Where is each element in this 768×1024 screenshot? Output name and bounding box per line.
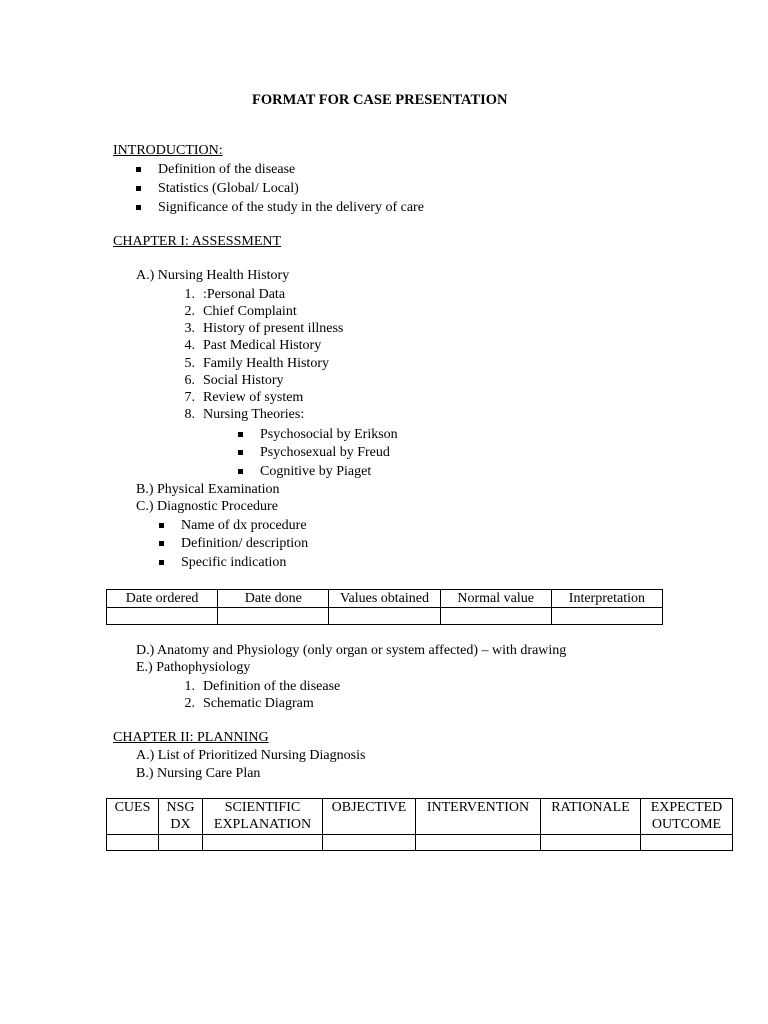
list-item: Statistics (Global/ Local) xyxy=(158,181,299,196)
section-b-label: B.) Physical Examination xyxy=(136,482,280,497)
item-text: Nursing Theories: xyxy=(203,407,305,422)
table-header-cell xyxy=(323,799,416,835)
numbered-item xyxy=(184,337,322,355)
chapter2-section-a: A.) List of Prioritized Nursing Diagnosis xyxy=(136,748,366,763)
table-cell xyxy=(107,608,218,625)
table-cell xyxy=(323,835,416,851)
table-header-cell: Interpretation xyxy=(551,590,662,608)
item-text: Past Medical History xyxy=(203,338,322,353)
item-text: Social History xyxy=(203,373,284,388)
item-text: Family Health History xyxy=(203,356,329,371)
table-cell xyxy=(641,835,733,851)
table-cell xyxy=(416,835,541,851)
chapter2-heading: CHAPTER II: PLANNING xyxy=(113,730,269,745)
list-item: Name of dx procedure xyxy=(181,518,307,533)
item-number: 1. xyxy=(184,679,195,694)
table-row xyxy=(107,835,733,851)
table-header-cell xyxy=(107,799,159,835)
item-number: 4. xyxy=(184,338,195,353)
table-header-cell xyxy=(416,799,541,835)
introduction-heading: INTRODUCTION: xyxy=(113,143,223,158)
chapter2-section-b: B.) Nursing Care Plan xyxy=(136,766,261,781)
header-line: RATIONALE xyxy=(551,800,630,815)
table-cell xyxy=(203,835,323,851)
section-c-label: C.) Diagnostic Procedure xyxy=(136,499,278,514)
table-header-cell: Values obtained xyxy=(329,590,440,608)
table-cell xyxy=(159,835,203,851)
item-text: History of present illness xyxy=(203,321,344,336)
table-header-cell: Date ordered xyxy=(107,590,218,608)
numbered-item xyxy=(184,286,286,304)
header-line: CUES xyxy=(114,800,151,815)
item-text: :Personal Data xyxy=(203,287,286,302)
table-cell xyxy=(551,608,662,625)
numbered-item xyxy=(184,695,314,713)
item-number: 3. xyxy=(184,321,195,336)
item-number: 2. xyxy=(184,696,195,711)
header-line: NSG xyxy=(166,800,195,815)
numbered-item xyxy=(184,320,344,338)
header-line: SCIENTIFIC xyxy=(224,800,301,815)
section-e-label: E.) Pathophysiology xyxy=(136,660,251,675)
item-number: 6. xyxy=(184,373,195,388)
table-header-cell: Normal value xyxy=(440,590,551,608)
table-cell xyxy=(329,608,440,625)
header-line: EXPLANATION xyxy=(213,817,312,832)
list-item: Significance of the study in the delivery of care xyxy=(158,200,424,215)
numbered-item xyxy=(184,678,341,696)
numbered-item xyxy=(184,372,284,390)
header-line: OBJECTIVE xyxy=(331,800,407,815)
header-line: DX xyxy=(170,817,191,832)
item-text: Chief Complaint xyxy=(203,304,297,319)
section-d-label: D.) Anatomy and Physiology (only organ or system affected) – with drawing xyxy=(136,643,567,658)
list-item: Psychosocial by Erikson xyxy=(260,427,398,442)
list-item: Psychosexual by Freud xyxy=(260,445,390,460)
numbered-item xyxy=(184,406,305,424)
table-header-cell xyxy=(203,799,323,835)
table-header-row xyxy=(107,590,663,608)
table-header-row xyxy=(107,799,733,835)
table-header-cell xyxy=(641,799,733,835)
table-header-cell xyxy=(541,799,641,835)
numbered-item xyxy=(184,355,329,373)
table-header-cell xyxy=(159,799,203,835)
numbered-item xyxy=(184,303,297,321)
table-cell xyxy=(541,835,641,851)
care-plan-table xyxy=(106,798,733,851)
item-text: Review of system xyxy=(203,390,304,405)
item-number: 7. xyxy=(184,390,195,405)
list-item: Definition of the disease xyxy=(158,162,296,177)
table-row xyxy=(107,608,663,625)
table-cell xyxy=(218,608,329,625)
item-text: Schematic Diagram xyxy=(203,696,314,711)
numbered-item xyxy=(184,389,304,407)
diagnostic-table xyxy=(106,589,663,625)
list-item: Definition/ description xyxy=(181,536,309,551)
table-cell xyxy=(440,608,551,625)
item-text: Definition of the disease xyxy=(203,679,341,694)
item-number: 1. xyxy=(184,287,195,302)
list-item: Specific indication xyxy=(181,555,287,570)
header-line: INTERVENTION xyxy=(426,800,530,815)
page-title: FORMAT FOR CASE PRESENTATION xyxy=(252,92,508,108)
item-number: 5. xyxy=(184,356,195,371)
header-line: OUTCOME xyxy=(651,817,722,832)
table-cell xyxy=(107,835,159,851)
chapter1-heading: CHAPTER I: ASSESSMENT xyxy=(113,234,282,249)
table-header-cell: Date done xyxy=(218,590,329,608)
section-a-label: A.) Nursing Health History xyxy=(136,268,290,283)
header-line: EXPECTED xyxy=(650,800,723,815)
item-number: 8. xyxy=(184,407,195,422)
item-number: 2. xyxy=(184,304,195,319)
list-item: Cognitive by Piaget xyxy=(260,464,372,479)
